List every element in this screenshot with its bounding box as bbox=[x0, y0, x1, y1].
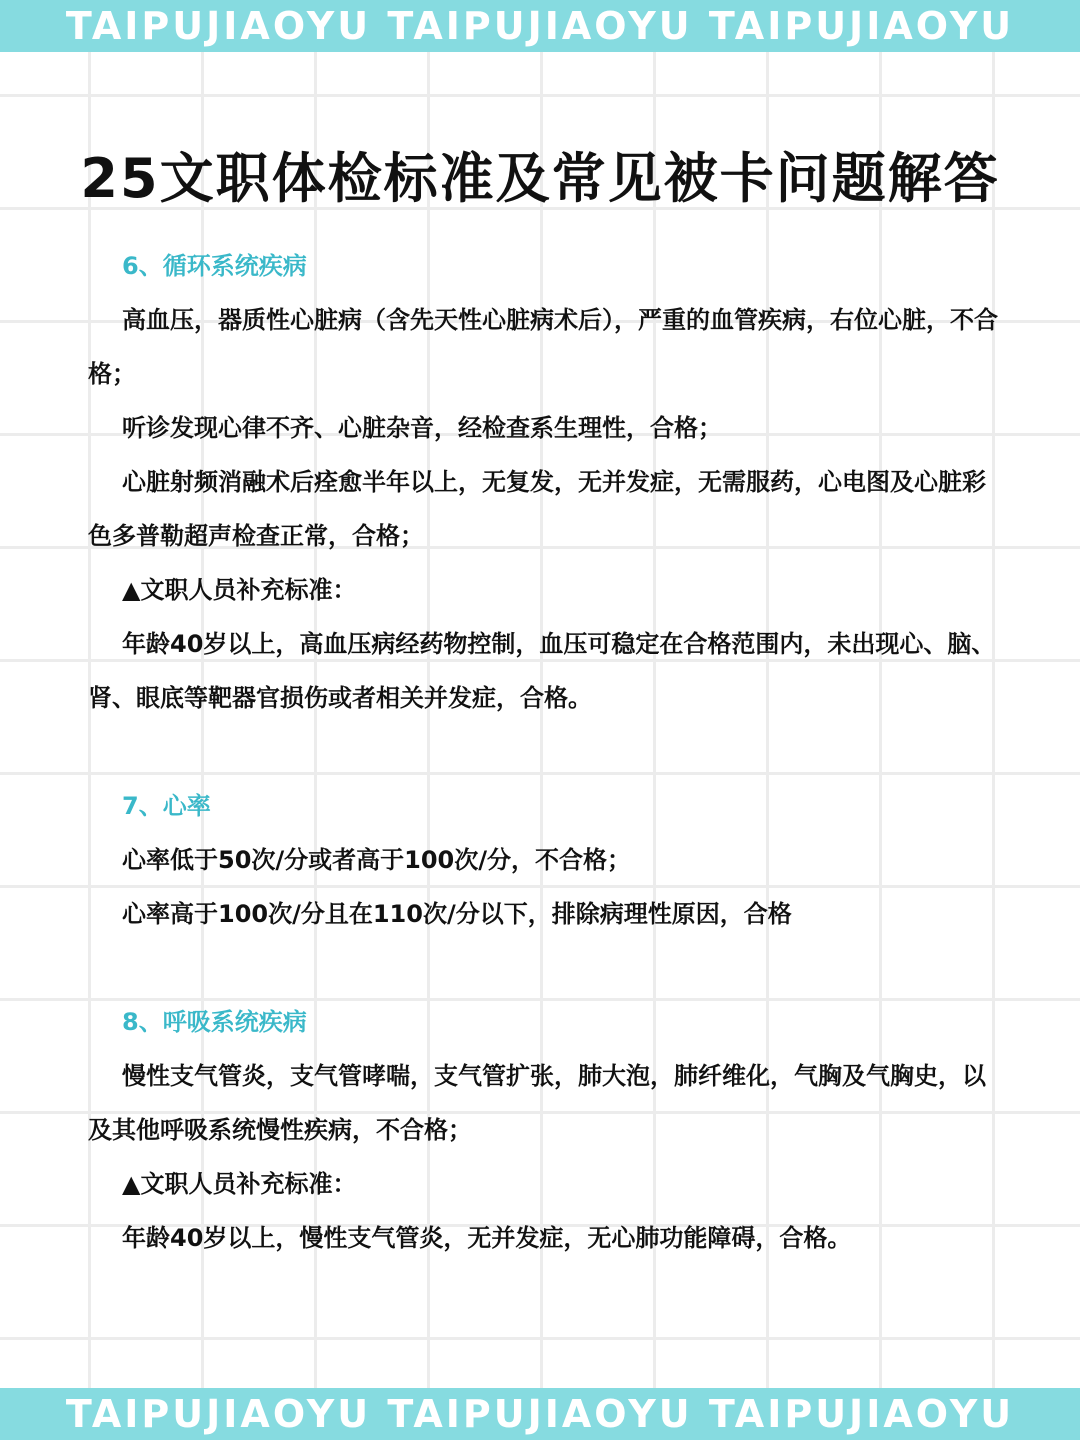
section-heading: 8、呼吸系统疾病 bbox=[122, 1008, 307, 1036]
section-heading: 6、循环系统疾病 bbox=[122, 252, 307, 280]
section-circulatory bbox=[88, 239, 1008, 725]
article-body bbox=[88, 239, 1008, 1265]
supplement-label: ▲文职人员补充标准： bbox=[122, 576, 357, 604]
section-respiratory bbox=[88, 995, 1008, 1265]
paragraph: 心脏射频消融术后痊愈半年以上，无复发，无并发症，无需服药，心电图及心脏彩色多普勒超声检查正常，合格； bbox=[88, 468, 986, 550]
paragraph: 慢性支气管炎，支气管哮喘，支气管扩张，肺大泡，肺纤维化，气胸及气胸史，以及其他呼吸系统慢性疾病，不合格； bbox=[88, 1062, 986, 1144]
page-title: 25文职体检标准及常见被卡问题解答 bbox=[80, 147, 1000, 210]
bottom-banner: TAIPUJIAOYU TAIPUJIAOYU TAIPUJIAOYU bbox=[0, 1388, 1080, 1440]
paragraph: 听诊发现心律不齐、心脏杂音，经检查系生理性，合格； bbox=[122, 414, 722, 442]
paragraph: 心率低于50次/分或者高于100次/分，不合格； bbox=[122, 846, 632, 874]
supplement-label: ▲文职人员补充标准： bbox=[122, 1170, 357, 1198]
spacer bbox=[88, 941, 1008, 995]
top-banner: TAIPUJIAOYU TAIPUJIAOYU TAIPUJIAOYU bbox=[0, 0, 1080, 52]
section-heading: 7、心率 bbox=[122, 792, 211, 820]
paragraph: 心率高于100次/分且在110次/分以下，排除病理性原因，合格 bbox=[122, 900, 792, 928]
spacer bbox=[88, 725, 1008, 779]
paragraph: 年龄40岁以上，高血压病经药物控制，血压可稳定在合格范围内，未出现心、脑、肾、眼底等靶器官损伤或者相关并发症，合格。 bbox=[88, 630, 996, 712]
paragraph: 高血压，器质性心脏病（含先天性心脏病术后），严重的血管疾病，右位心脏，不合格； bbox=[88, 306, 998, 388]
paragraph: 年龄40岁以上，慢性支气管炎，无并发症，无心肺功能障碍，合格。 bbox=[122, 1224, 852, 1252]
section-heart-rate bbox=[88, 779, 1008, 941]
